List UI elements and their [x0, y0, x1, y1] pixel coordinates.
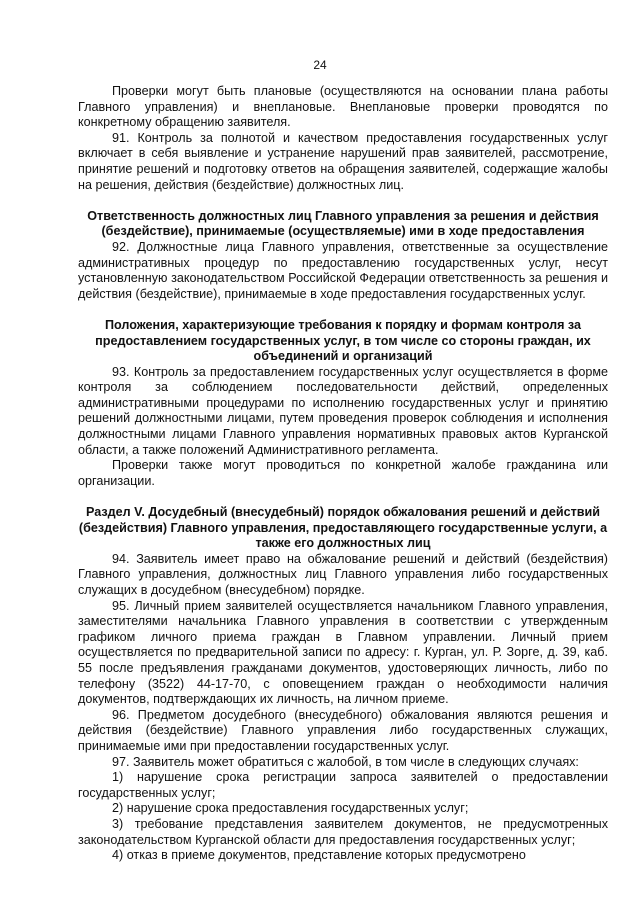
heading-control-requirements: Положения, характеризующие требования к порядку и формам контроля за предоставлением государственных услуг, в том числе со стороны граждан, их объединений и организаций — [95, 317, 591, 364]
paragraph-inspections-types: Проверки могут быть плановые (осуществляются на основании плана работы Главного управления) и внеплановые. Внеплановые проверки проводятся по конкретному обращению заявителя. — [78, 84, 608, 130]
paragraph-97: 97. Заявитель может обратиться с жалобой, в том числе в следующих случаях: — [112, 754, 579, 769]
paragraph-96: 96. Предметом досудебного (внесудебного) обжалования являются решения и действия (бездействие) Главного управления либо государственных служащих, принимаемые ими при предоставлении государственных услуг. — [78, 707, 608, 753]
paragraph-93: 93. Контроль за предоставлением государственных услуг осуществляется в форме контроля за соблюдением последовательности действий, определенных административными процедурами по исполнению государственных услуг и принятию решений должностными лицами, путем проведения проверок соблюдения и исполнения должностными лицами Главного управления нормативных правовых актов Курганской области, а также положений Административного регламента. — [78, 364, 608, 457]
paragraph-92: 92. Должностные лица Главного управления, ответственные за осуществление административных процедур по предоставлению государственных услуг, несут установленную законодательством Российской Федерации ответственность за решения и действия (бездействие), принимаемые в ходе предоставления государственных услуг. — [78, 239, 608, 301]
paragraph-94: 94. Заявитель имеет право на обжалование решений и действий (бездействия) Главного управления, должностных лиц Главного управления либо государственных служащих в досудебном (внесудебном) порядке. — [78, 551, 608, 597]
list-item-2: 2) нарушение срока предоставления государственных услуг; — [112, 801, 469, 816]
heading-responsibility: Ответственность должностных лиц Главного управления за решения и действия (бездействие), принимаемые (осуществляемые) ими в ходе предоставления — [87, 208, 599, 239]
heading-section-5: Раздел V. Досудебный (внесудебный) порядок обжалования решений и действий (бездействия) Главного управления, предоставляющего государственные услуги, а также его должностных лиц — [78, 505, 608, 551]
list-item-3: 3) требование представления заявителем документов, не предусмотренных законодательством Курганской области для предоставления государственных услуг; — [78, 816, 608, 847]
paragraph-complaint-inspections: Проверки также могут проводиться по конкретной жалобе гражданина или организации. — [78, 458, 608, 488]
paragraph-91: 91. Контроль за полнотой и качеством предоставления государственных услуг включает в себя выявление и устранение нарушений прав заявителей, рассмотрение, принятие решений и подготовку ответов на обращения заявителей, содержащие жалобы на решения, действия (бездействие) должностных лиц. — [78, 130, 608, 192]
list-item-4: 4) отказ в приеме документов, представление которых предусмотрено — [112, 848, 526, 863]
page-number: 24 — [313, 58, 327, 72]
list-item-1: 1) нарушение срока регистрации запроса заявителей о предоставлении государственных услуг; — [78, 770, 608, 800]
document-body — [78, 84, 608, 864]
paragraph-95: 95. Личный прием заявителей осуществляется начальником Главного управления, заместителями начальника Главного управления в соответствии с утвержденным графиком личного приема граждан в Главном управлении. Личный прием осуществляется по предварительной записи по адресу: г. Курган, ул. Р. Зорге, д. 39, каб. 55 после предъявления гражданами документов, удостоверяющих личность, либо по телефону (3522) 44-17-70, с оповещением граждан о необходимости наличия документов, подтверждающих их личность, на личном приеме. — [78, 598, 608, 707]
